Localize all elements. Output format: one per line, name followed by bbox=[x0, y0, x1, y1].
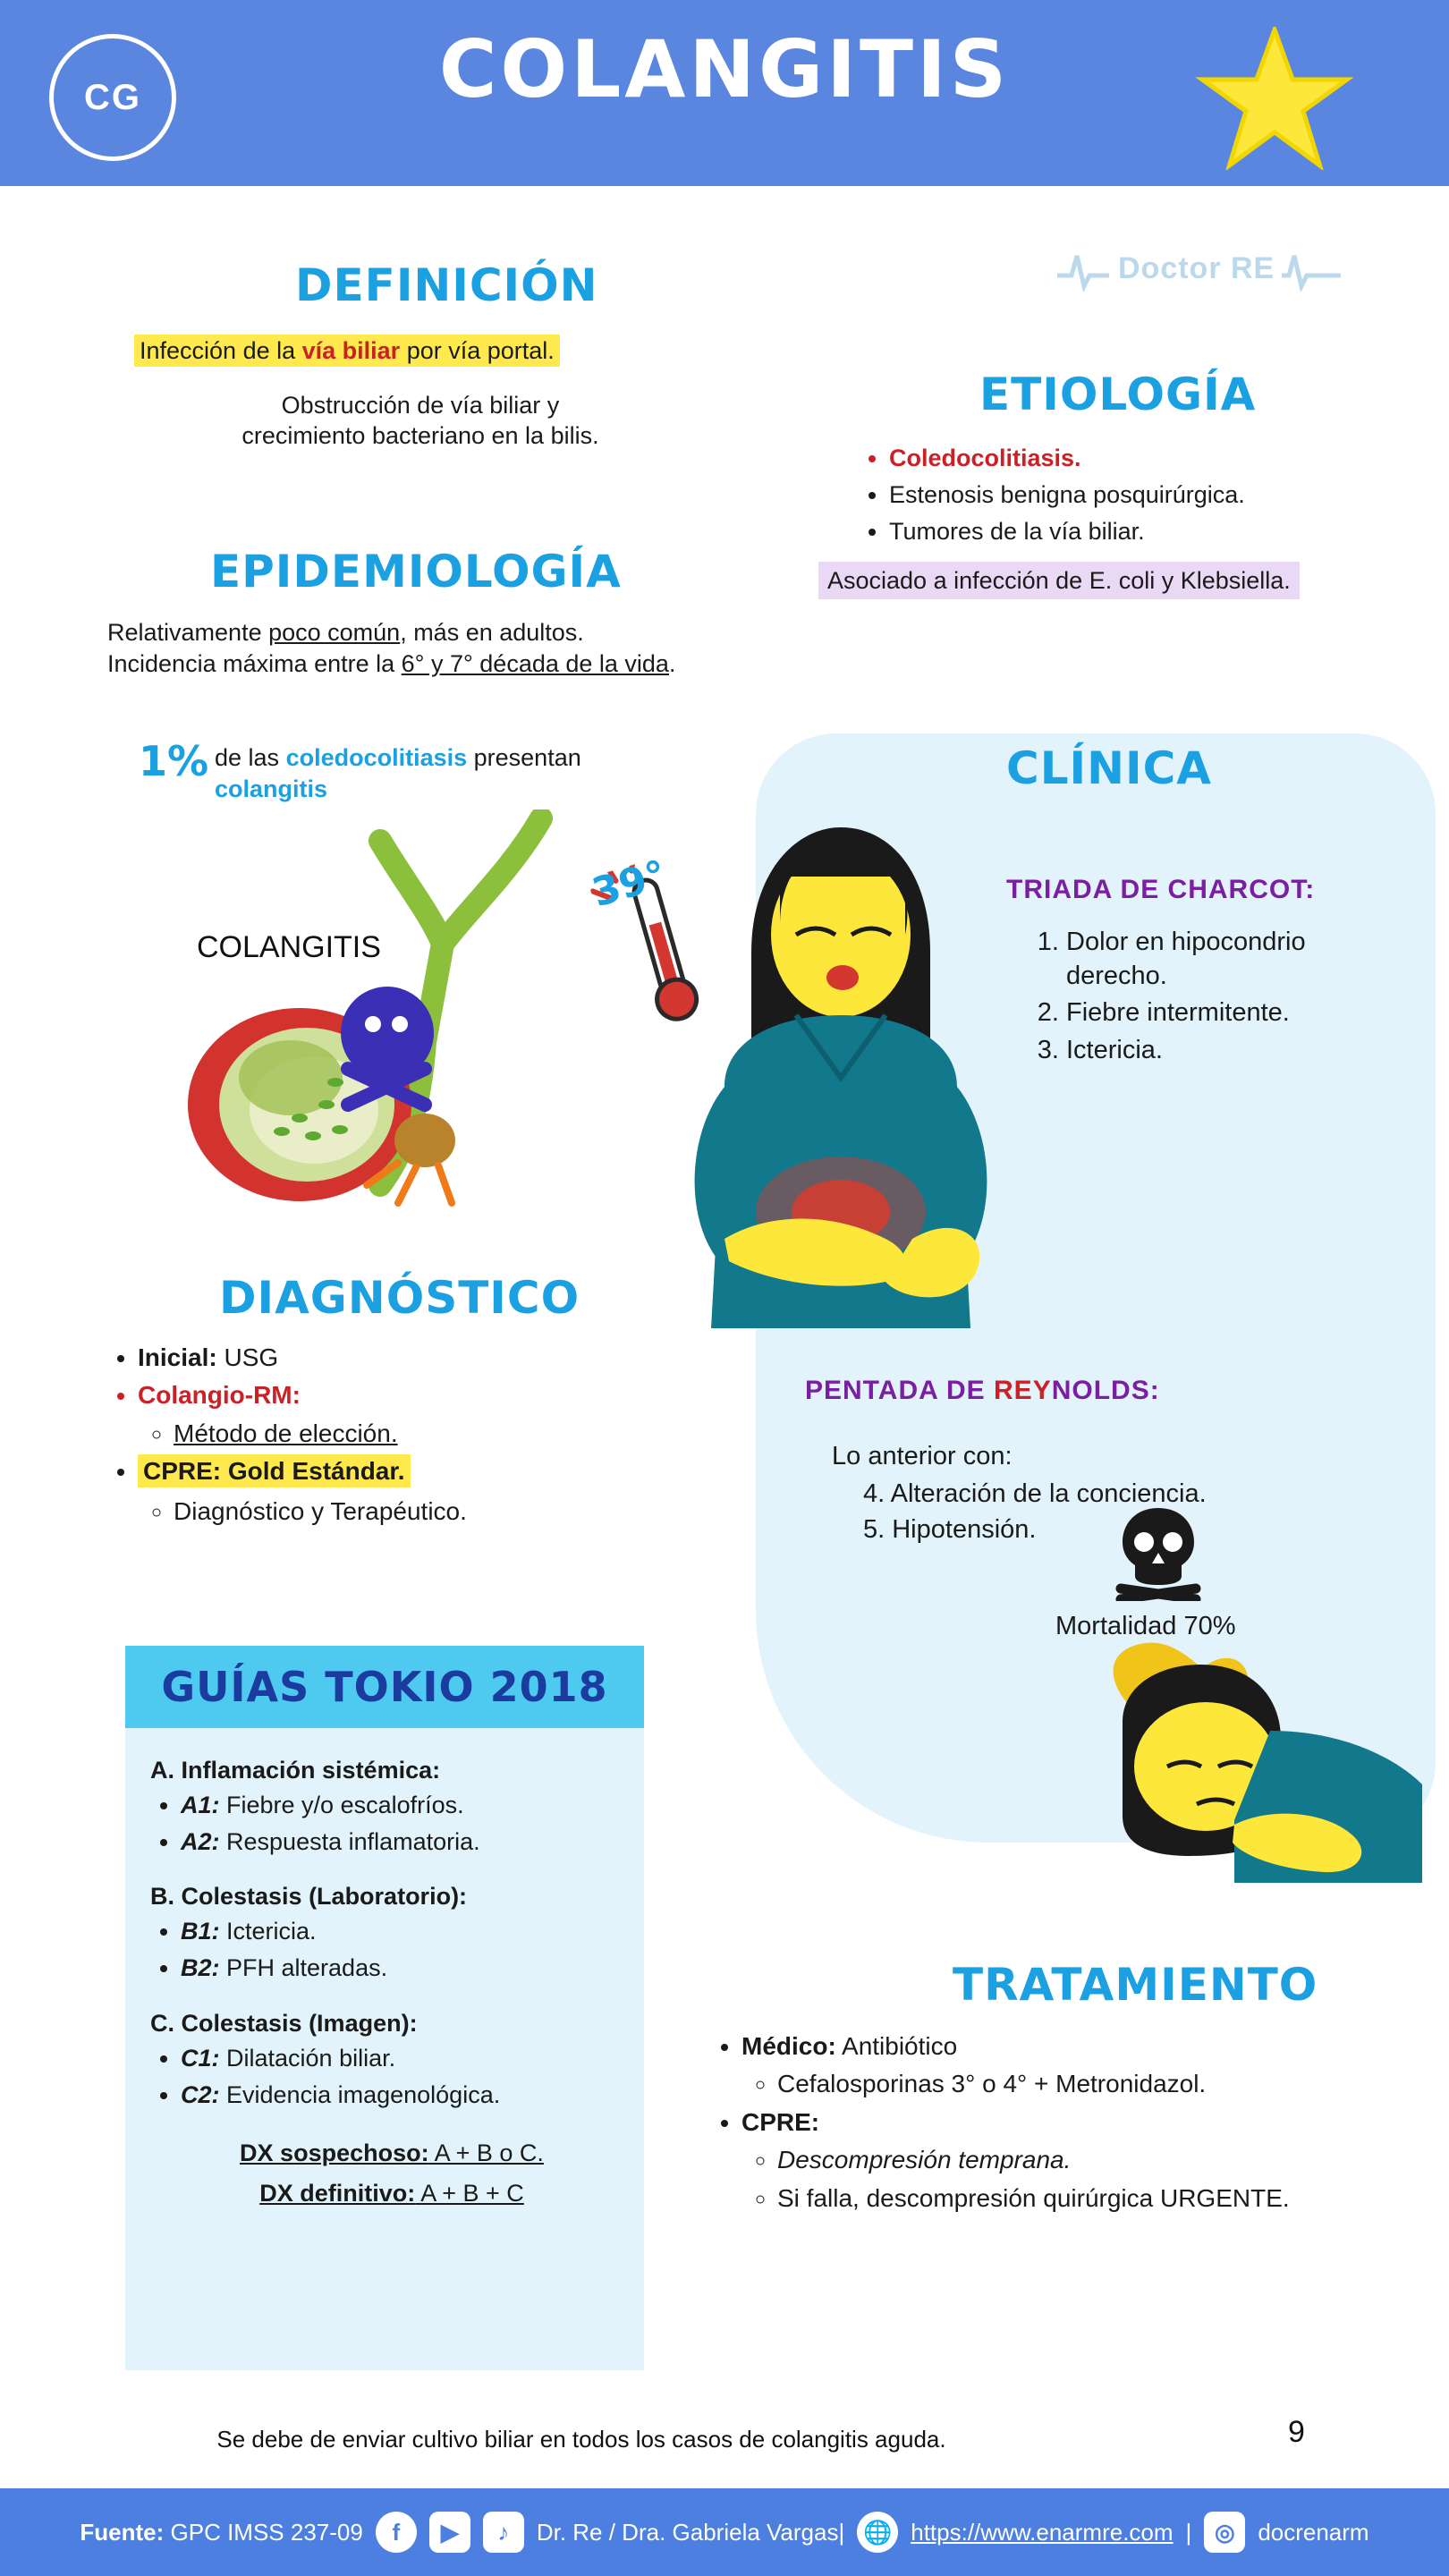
charcot-title: TRIADA DE CHARCOT: bbox=[1006, 875, 1316, 904]
tiktok-icon[interactable]: ♪ bbox=[483, 2512, 524, 2553]
page-title: COLANGITIS bbox=[438, 23, 1011, 115]
dx-inicial-label: Inicial: bbox=[138, 1343, 217, 1371]
mortality-text: Mortalidad 70% bbox=[1055, 1612, 1236, 1640]
heartbeat-icon-2 bbox=[1280, 245, 1343, 292]
dx-definitivo-value: A + B + C bbox=[415, 2179, 524, 2207]
stat-d: colangitis bbox=[215, 775, 328, 803]
list-item: 1. Dolor en hipocondrio derecho. bbox=[1066, 926, 1413, 993]
epi-p1c: , más en adultos. bbox=[400, 619, 584, 646]
epi-p2a: Incidencia máxima entre la bbox=[107, 650, 402, 678]
stat-a: de las bbox=[215, 744, 286, 771]
definicion-highlight-suffix: por vía portal. bbox=[400, 337, 555, 364]
facebook-icon[interactable]: f bbox=[376, 2512, 417, 2553]
tokio-a2-key: A2: bbox=[181, 1828, 220, 1856]
definicion-highlight bbox=[134, 335, 689, 367]
list-item bbox=[181, 1790, 633, 1821]
heartbeat-icon bbox=[1055, 245, 1118, 292]
reynolds-intro: Lo anterior con: bbox=[832, 1442, 1013, 1470]
epi-p1a: Relativamente bbox=[107, 619, 269, 646]
tokio-c-title: C. Colestasis (Imagen): bbox=[150, 2009, 418, 2037]
section-title-clinica: CLÍNICA bbox=[1006, 742, 1212, 794]
tokio-c2-key: C2: bbox=[181, 2080, 220, 2108]
reynolds-title bbox=[805, 1373, 1160, 1408]
reynolds-title-c: NOLDS: bbox=[1051, 1376, 1160, 1405]
epidemiologia-stat-value: 1% bbox=[139, 737, 209, 785]
footer-separator: | bbox=[1185, 2518, 1192, 2546]
list-item bbox=[181, 1953, 633, 1984]
footer-source-value: GPC IMSS 237-09 bbox=[164, 2518, 363, 2546]
tokio-b1-text: Ictericia. bbox=[219, 1918, 317, 1945]
list-item bbox=[138, 1455, 662, 1528]
list-item: • Estenosis benigna posquirúrgica. bbox=[889, 479, 1413, 511]
definicion-highlight-prefix: Infección de la bbox=[140, 337, 302, 364]
list-item bbox=[741, 2106, 1409, 2215]
dx-inicial-value: USG bbox=[216, 1343, 279, 1371]
page-number: 9 bbox=[1288, 2415, 1305, 2449]
tokio-c1-text: Dilatación biliar. bbox=[219, 2044, 396, 2072]
logo-text: CG bbox=[84, 77, 141, 117]
illustration-label: COLANGITIS bbox=[197, 930, 381, 964]
etiologia-note-text: Asociado a infección de E. coli y Klebsiella. bbox=[818, 562, 1300, 599]
list-item bbox=[181, 2043, 633, 2074]
reynolds-title-b: REY bbox=[994, 1376, 1052, 1405]
footer-author: Dr. Re / Dra. Gabriela Vargas| bbox=[536, 2518, 845, 2546]
tokio-content bbox=[150, 1755, 633, 2209]
reynolds-item-5: 5. Hipotensión. bbox=[863, 1515, 1037, 1544]
list-item: • Coledocolitiasis. bbox=[889, 443, 1413, 474]
footer-handle: docrenarm bbox=[1258, 2518, 1369, 2546]
epi-p2c: . bbox=[668, 650, 676, 678]
tokio-c2-text: Evidencia imagenológica. bbox=[219, 2080, 501, 2108]
diagnostico-list bbox=[107, 1342, 662, 1533]
section-title-definicion: DEFINICIÓN bbox=[295, 259, 598, 311]
star-icon bbox=[1190, 27, 1360, 170]
list-item bbox=[138, 1342, 662, 1374]
etiologia-list bbox=[859, 443, 1413, 553]
epi-p1b: poco común bbox=[268, 619, 401, 646]
list-item bbox=[181, 1916, 633, 1947]
youtube-icon[interactable]: ▶ bbox=[429, 2512, 470, 2553]
dx-colangio-label: Colangio-RM: bbox=[138, 1381, 301, 1410]
dx-definitivo-label: DX definitivo: bbox=[259, 2179, 416, 2207]
page-header bbox=[0, 0, 1449, 186]
page-footer bbox=[0, 2488, 1449, 2576]
list-item: ◦ Descompresión temprana. bbox=[777, 2144, 1409, 2176]
tx-medico-label: Médico: bbox=[741, 2032, 836, 2060]
charcot-list bbox=[1029, 926, 1413, 1072]
list-item: 3. Ictericia. bbox=[1066, 1034, 1413, 1068]
list-item: • Tumores de la vía biliar. bbox=[889, 516, 1413, 547]
tx-medico-value: Antibiótico bbox=[835, 2032, 958, 2060]
section-title-diagnostico: DIAGNÓSTICO bbox=[219, 1272, 580, 1324]
bottom-note: Se debe de enviar cultivo biliar en todos los casos de colangitis aguda. bbox=[216, 2426, 946, 2453]
list-item bbox=[741, 2030, 1409, 2101]
definicion-line2: crecimiento bacteriano en la bilis. bbox=[242, 422, 599, 449]
etiologia-note bbox=[818, 565, 1300, 597]
tx-cpre-label: CPRE: bbox=[741, 2107, 820, 2136]
tokio-dx-sospechoso bbox=[150, 2138, 633, 2169]
sleeping-patient-illustration bbox=[966, 1632, 1431, 1883]
dx-sospechoso-label: DX sospechoso: bbox=[240, 2139, 429, 2166]
tokio-a1-key: A1: bbox=[181, 1792, 220, 1819]
tokio-a1-text: Fiebre y/o escalofríos. bbox=[219, 1792, 464, 1819]
section-title-epidemiologia: EPIDEMIOLOGÍA bbox=[210, 546, 622, 597]
list-item bbox=[138, 1379, 662, 1450]
tokio-b1-key: B1: bbox=[181, 1918, 220, 1945]
list-item bbox=[181, 2080, 633, 2111]
list-item: ◦ Método de elección. bbox=[174, 1418, 662, 1450]
watermark bbox=[1055, 237, 1413, 300]
definicion-highlight-key: vía biliar bbox=[301, 337, 401, 364]
list-item: ◦ Cefalosporinas 3° o 4° + Metronidazol. bbox=[777, 2068, 1409, 2100]
section-title-etiologia: ETIOLOGÍA bbox=[979, 369, 1257, 420]
list-item bbox=[181, 1826, 633, 1858]
instagram-icon[interactable]: ◎ bbox=[1204, 2512, 1245, 2553]
footer-source-label: Fuente: bbox=[80, 2518, 165, 2546]
stat-c: presentan bbox=[467, 744, 581, 771]
epi-p2b: 6° y 7° década de la vida bbox=[401, 650, 669, 678]
footer-source bbox=[80, 2519, 362, 2546]
reynolds-item-4: 4. Alteración de la conciencia. bbox=[863, 1479, 1207, 1508]
thermometer-value: 39° bbox=[587, 852, 672, 917]
section-title-tratamiento: TRATAMIENTO bbox=[953, 1959, 1318, 2011]
epidemiologia-paragraph bbox=[107, 617, 733, 680]
tokio-c1-key: C1: bbox=[181, 2044, 220, 2072]
dx-sospechoso-value: A + B o C. bbox=[428, 2139, 544, 2166]
definicion-line1: Obstrucción de vía biliar y bbox=[281, 392, 560, 419]
tokio-title: GUÍAS TOKIO 2018 bbox=[161, 1663, 608, 1711]
tokio-b-title: B. Colestasis (Laboratorio): bbox=[150, 1883, 468, 1911]
tokio-b2-text: PFH alteradas. bbox=[219, 1954, 388, 1982]
bile-duct-illustration bbox=[157, 809, 622, 1221]
tokio-header bbox=[125, 1646, 644, 1728]
footer-website-link[interactable]: https://www.enarmre.com bbox=[911, 2518, 1174, 2546]
list-item: ◦ Diagnóstico y Terapéutico. bbox=[174, 1496, 662, 1528]
dx-cpre-label: CPRE: Gold Estándar. bbox=[138, 1454, 411, 1487]
stat-b: coledocolitiasis bbox=[285, 744, 468, 771]
watermark-text: Doctor RE bbox=[1118, 250, 1275, 285]
tokio-a-title: A. Inflamación sistémica: bbox=[150, 1757, 441, 1784]
tokio-b2-key: B2: bbox=[181, 1954, 220, 1982]
tokio-a2-text: Respuesta inflamatoria. bbox=[219, 1828, 480, 1856]
tratamiento-list bbox=[711, 2030, 1409, 2220]
globe-icon[interactable]: 🌐 bbox=[857, 2512, 898, 2553]
skull-icon bbox=[1114, 1503, 1203, 1601]
list-item: 2. Fiebre intermitente. bbox=[1066, 996, 1413, 1030]
reynolds-title-a: PENTADA DE bbox=[805, 1376, 995, 1405]
list-item: ◦ Si falla, descompresión quirúrgica URGENTE. bbox=[777, 2182, 1409, 2215]
tokio-dx-definitivo bbox=[150, 2178, 633, 2209]
